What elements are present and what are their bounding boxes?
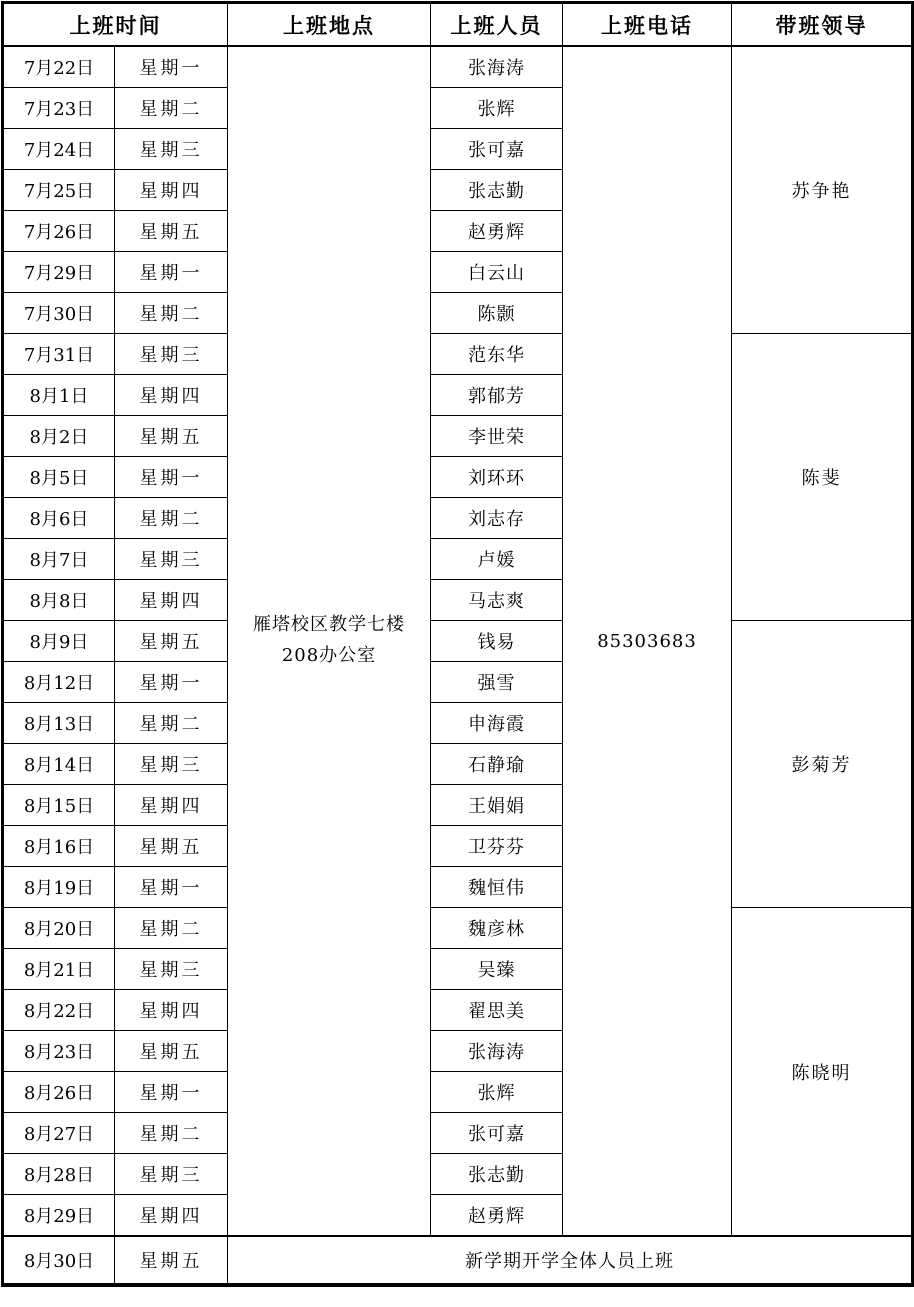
date-cell: 7月31日 <box>3 334 115 375</box>
person-cell: 张海涛 <box>431 1031 563 1072</box>
header-time: 上班时间 <box>3 3 228 47</box>
date-cell: 8月9日 <box>3 621 115 662</box>
date-cell: 8月7日 <box>3 539 115 580</box>
header-personnel: 上班人员 <box>431 3 563 47</box>
date-cell: 8月29日 <box>3 1195 115 1237</box>
weekday-cell: 星期四 <box>115 170 228 211</box>
person-cell: 魏恒伟 <box>431 867 563 908</box>
weekday-cell: 星期二 <box>115 293 228 334</box>
weekday-cell: 星期四 <box>115 990 228 1031</box>
weekday-cell: 星期四 <box>115 580 228 621</box>
weekday-cell: 星期五 <box>115 1031 228 1072</box>
date-cell: 8月30日 <box>3 1236 115 1285</box>
person-cell: 张可嘉 <box>431 1113 563 1154</box>
person-cell: 翟思美 <box>431 990 563 1031</box>
weekday-cell: 星期五 <box>115 621 228 662</box>
date-cell: 7月24日 <box>3 129 115 170</box>
person-cell: 赵勇辉 <box>431 211 563 252</box>
date-cell: 7月29日 <box>3 252 115 293</box>
date-cell: 8月15日 <box>3 785 115 826</box>
person-cell: 张可嘉 <box>431 129 563 170</box>
date-cell: 8月14日 <box>3 744 115 785</box>
location-cell <box>228 46 431 1236</box>
person-cell: 申海霞 <box>431 703 563 744</box>
date-cell: 8月5日 <box>3 457 115 498</box>
weekday-cell: 星期五 <box>115 211 228 252</box>
weekday-cell: 星期一 <box>115 867 228 908</box>
footer-row <box>3 1236 913 1285</box>
date-cell: 7月23日 <box>3 88 115 129</box>
date-cell: 8月21日 <box>3 949 115 990</box>
footer-note-cell: 新学期开学全体人员上班 <box>228 1236 913 1285</box>
table-row <box>3 908 913 949</box>
header-row <box>3 3 913 47</box>
weekday-cell: 星期五 <box>115 1236 228 1285</box>
person-cell: 刘环环 <box>431 457 563 498</box>
person-cell: 强雪 <box>431 662 563 703</box>
table-row <box>3 46 913 88</box>
header-leader: 带班领导 <box>732 3 913 47</box>
date-cell: 7月26日 <box>3 211 115 252</box>
weekday-cell: 星期一 <box>115 662 228 703</box>
person-cell: 张辉 <box>431 88 563 129</box>
weekday-cell: 星期一 <box>115 457 228 498</box>
weekday-cell: 星期三 <box>115 334 228 375</box>
person-cell: 陈颢 <box>431 293 563 334</box>
person-cell: 郭郁芳 <box>431 375 563 416</box>
date-cell: 8月23日 <box>3 1031 115 1072</box>
date-cell: 8月19日 <box>3 867 115 908</box>
leader-cell-2: 陈斐 <box>732 334 913 621</box>
weekday-cell: 星期一 <box>115 252 228 293</box>
person-cell: 范东华 <box>431 334 563 375</box>
weekday-cell: 星期四 <box>115 785 228 826</box>
person-cell: 魏彦林 <box>431 908 563 949</box>
date-cell: 7月25日 <box>3 170 115 211</box>
person-cell: 吴臻 <box>431 949 563 990</box>
weekday-cell: 星期二 <box>115 703 228 744</box>
leader-cell-4: 陈晓明 <box>732 908 913 1237</box>
date-cell: 8月26日 <box>3 1072 115 1113</box>
person-cell: 石静瑜 <box>431 744 563 785</box>
date-cell: 8月27日 <box>3 1113 115 1154</box>
location-line-2: 208办公室 <box>281 645 377 666</box>
leader-cell-1: 苏争艳 <box>732 46 913 334</box>
duty-schedule-table <box>1 1 914 1287</box>
weekday-cell: 星期三 <box>115 1154 228 1195</box>
person-cell: 刘志存 <box>431 498 563 539</box>
person-cell: 张海涛 <box>431 46 563 88</box>
weekday-cell: 星期一 <box>115 46 228 88</box>
date-cell: 8月16日 <box>3 826 115 867</box>
date-cell: 8月8日 <box>3 580 115 621</box>
weekday-cell: 星期三 <box>115 949 228 990</box>
phone-cell: 85303683 <box>563 46 732 1236</box>
date-cell: 8月13日 <box>3 703 115 744</box>
person-cell: 李世荣 <box>431 416 563 457</box>
weekday-cell: 星期三 <box>115 539 228 580</box>
weekday-cell: 星期四 <box>115 375 228 416</box>
table-row <box>3 621 913 662</box>
date-cell: 8月1日 <box>3 375 115 416</box>
header-phone: 上班电话 <box>563 3 732 47</box>
date-cell: 8月6日 <box>3 498 115 539</box>
weekday-cell: 星期二 <box>115 498 228 539</box>
weekday-cell: 星期二 <box>115 908 228 949</box>
date-cell: 7月22日 <box>3 46 115 88</box>
weekday-cell: 星期五 <box>115 416 228 457</box>
table-row <box>3 334 913 375</box>
person-cell: 钱易 <box>431 621 563 662</box>
person-cell: 张志勤 <box>431 170 563 211</box>
weekday-cell: 星期三 <box>115 129 228 170</box>
weekday-cell: 星期二 <box>115 1113 228 1154</box>
weekday-cell: 星期二 <box>115 88 228 129</box>
person-cell: 卫芬芬 <box>431 826 563 867</box>
weekday-cell: 星期三 <box>115 744 228 785</box>
location-line-1: 雁塔校区教学七楼 <box>253 614 405 636</box>
date-cell: 8月28日 <box>3 1154 115 1195</box>
date-cell: 8月12日 <box>3 662 115 703</box>
person-cell: 赵勇辉 <box>431 1195 563 1237</box>
weekday-cell: 星期五 <box>115 826 228 867</box>
person-cell: 王娟娟 <box>431 785 563 826</box>
date-cell: 8月22日 <box>3 990 115 1031</box>
person-cell: 马志爽 <box>431 580 563 621</box>
date-cell: 8月2日 <box>3 416 115 457</box>
date-cell: 7月30日 <box>3 293 115 334</box>
person-cell: 张志勤 <box>431 1154 563 1195</box>
leader-cell-3: 彭菊芳 <box>732 621 913 908</box>
person-cell: 卢媛 <box>431 539 563 580</box>
date-cell: 8月20日 <box>3 908 115 949</box>
person-cell: 张辉 <box>431 1072 563 1113</box>
header-location: 上班地点 <box>228 3 431 47</box>
weekday-cell: 星期四 <box>115 1195 228 1237</box>
weekday-cell: 星期一 <box>115 1072 228 1113</box>
person-cell: 白云山 <box>431 252 563 293</box>
